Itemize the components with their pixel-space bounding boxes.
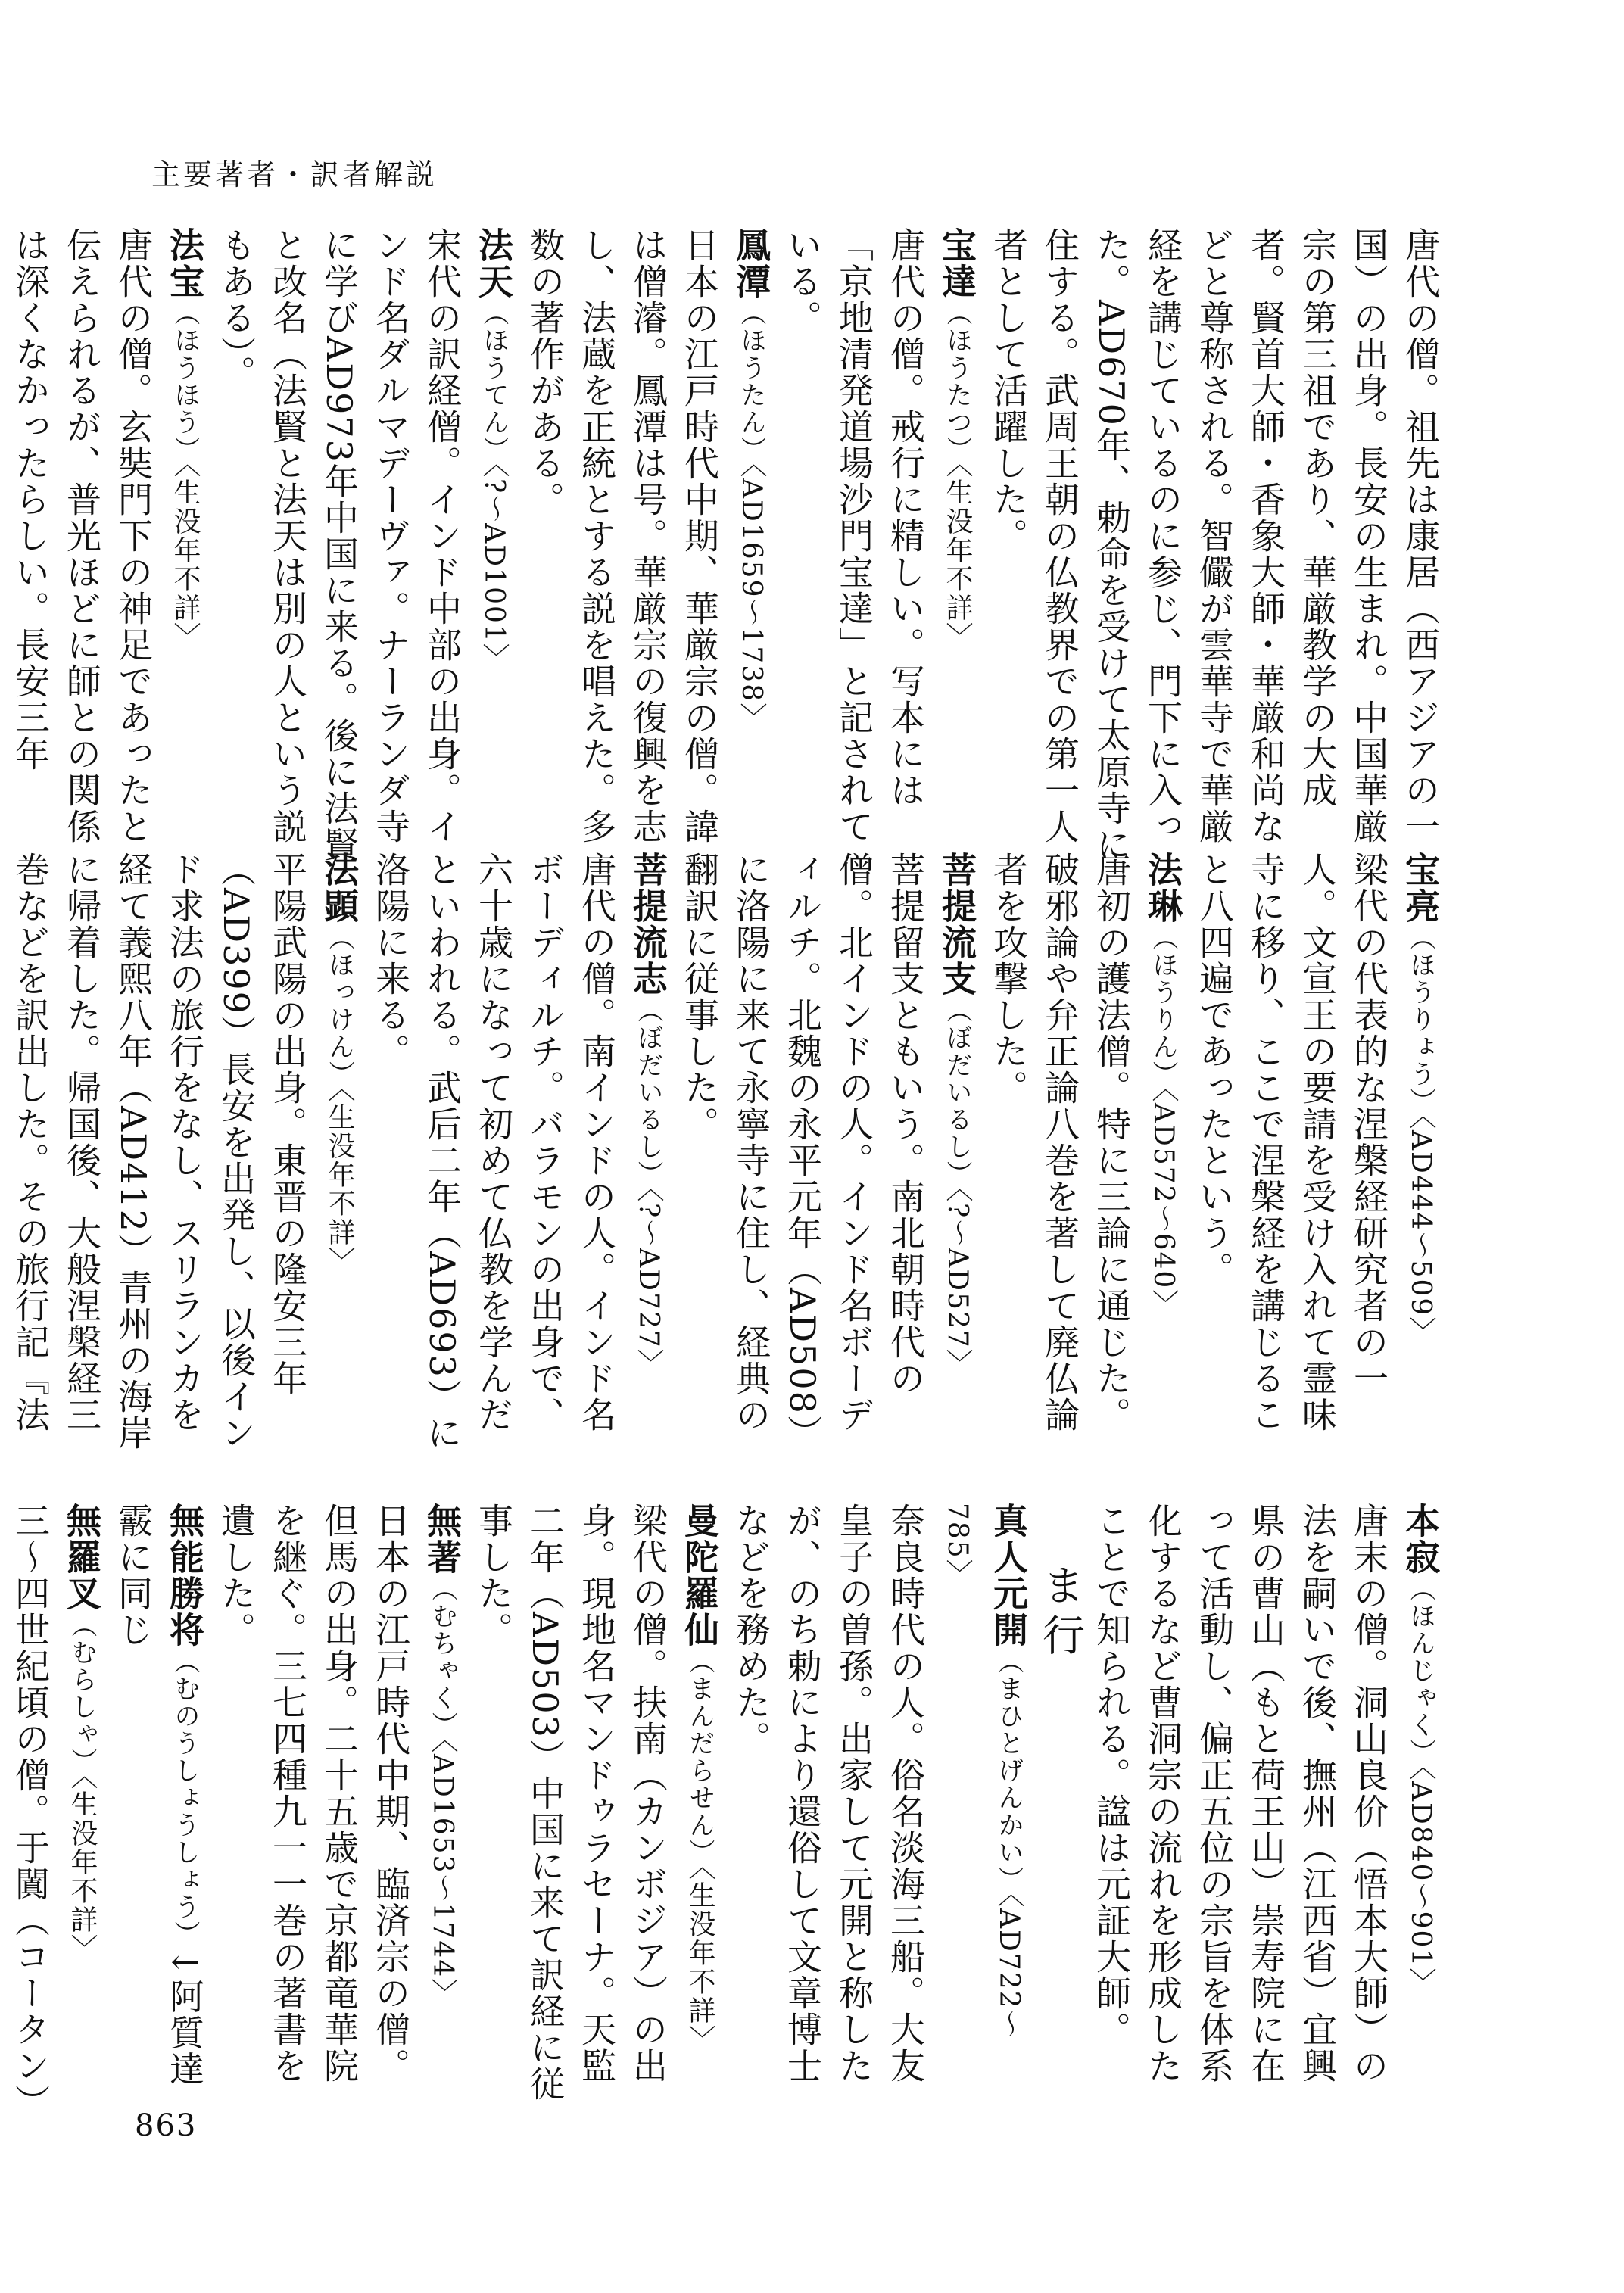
entry-munoushoushou: [108, 1503, 210, 2108]
entry-headword: 曼陀羅仙: [679, 1503, 720, 1648]
entry-dates: 〈生没年不詳〉: [67, 1775, 98, 1963]
entry-body: 三〜四世紀頃の僧。于闐（コータン）: [10, 1503, 51, 2103]
entry-reading: （ぼだいるし）: [942, 997, 972, 1188]
entry-reading: （むのうしょうしょう）: [170, 1648, 200, 1948]
entry-dates: 〈?〜AD727〉: [633, 1188, 664, 1378]
entry-reading: （まひとげんかい）: [993, 1648, 1024, 1893]
entry-reading: （ほうりょう）: [1405, 924, 1435, 1115]
entry-reading: （ほうりん）: [1148, 924, 1178, 1088]
entry-headword: 本寂: [1400, 1503, 1441, 1575]
entry-dates: 〈生没年不詳〉: [170, 463, 201, 651]
entry-houten: [468, 227, 519, 871]
entry-headword: 法宝: [164, 227, 205, 300]
entry-body: 唐末の僧。洞山良价（悟本大師）の法を嗣いで後、撫州（江西省）宜興県の曹山（もと荷王山）崇寿院に在って活動し、偏正五位の宗旨を体系化するなど曹洞宗の流れを形成したことで知られる。諡は元証大師。: [1091, 1503, 1389, 2084]
entry-body: 唐代の僧。玄奘門下の神足であったと伝えられるが、普光ほどに師との関係は深くなかったらしい。長安三年: [10, 227, 154, 845]
entry-body: 日本の江戸時代中期、臨済宗の僧。但馬の出身。二十五歳で京都竜華院を継ぐ。三七四種九一一巻の著書を遺した。: [216, 1503, 411, 2084]
entry-dates: 〈生没年不詳〉: [684, 1866, 715, 2054]
entry-dates: 〈?〜AD1001〉: [478, 463, 510, 672]
entry-houryou: [1395, 852, 1446, 1465]
entry-mandarasen: [674, 1503, 725, 2108]
entry-reading: （ぼだいるし）: [633, 997, 663, 1188]
entry-headword: 宝達: [937, 227, 977, 300]
entry-headword: 真人元開: [988, 1503, 1029, 1648]
entry-honjaku: [1395, 1503, 1446, 2108]
entry-reading: （まんだらせん）: [684, 1648, 715, 1866]
entry-body: 奈良時代の人。俗名淡海三船。大友皇子の曽孫。出家して元開と称したが、のち勅により還俗して文章博士などを務めた。: [731, 1503, 926, 2084]
entry-reading: （ほうたつ）: [942, 300, 972, 463]
entry-murasha: [56, 1503, 108, 2108]
entry-headword: 菩提流志: [628, 852, 669, 997]
entry-headword: 無羅叉: [61, 1503, 102, 1612]
entry-reading: （むちゃく）: [427, 1575, 457, 1739]
entry-body: 唐初の護法僧。特に三論に通じた。破邪論や弁正論八巻を著して廃仏論者を攻撃した。: [988, 852, 1132, 1433]
entry-reading: （むらしゃ）: [67, 1612, 97, 1775]
entry-headword: 菩提流支: [937, 852, 977, 997]
entry-dates: 〈AD840〜901〉: [1405, 1766, 1436, 1997]
entry-reading: （ほっけん）: [324, 924, 354, 1088]
entry-houhou: [159, 227, 210, 871]
entry-dates: 〈?〜AD527〉: [942, 1188, 973, 1378]
entry-headword: 無能勝将: [164, 1503, 205, 1648]
entry-reading: （ほうてん）: [478, 300, 509, 463]
running-header: 主要著者・訳者解説: [151, 158, 438, 192]
section-heading-ma: ま行: [1036, 1563, 1085, 1663]
entry-body: 唐代の僧。南インドの人。インド名ボーディルチ。バラモンの出身で、六十歳になって初めて仏教を学んだといわれる。武后二年（AD693）に洛陽に来る。: [370, 852, 617, 1451]
entry-headword: 法天: [473, 227, 514, 300]
entry-body: 宋代の訳経僧。インド中部の出身。インド名ダルマデーヴァ。ナーランダ寺に学びAD973年中国に来る。後に法賢と改名（法賢と法天は別の人という説もある）。: [216, 227, 463, 863]
entry-body: 菩提留支ともいう。南北朝時代の僧。北インドの人。インド名ボーディルチ。北魏の永平元年（AD508）に洛陽に来て永寧寺に住し、経典の翻訳に従事した。: [679, 852, 926, 1451]
entry-bodairushi-2: [622, 852, 674, 1465]
entry-dates: 〈生没年不詳〉: [324, 1088, 355, 1276]
entry-dates: 〈生没年不詳〉: [942, 463, 973, 651]
entry-hokken: [313, 852, 365, 1465]
text-tier-bottom: [10, 1503, 1446, 2108]
entry-body: 平陽武陽の出身。東晋の隆安三年（AD399）長安を出発し、以後インド求法の旅行をなし、スリランカを経て義熙八年（AD412）青州の海岸に帰着した。帰国後、大般涅槃経三巻などを訳出した。その旅行記『法: [10, 852, 308, 1451]
entry-dates: 〈AD1659〜1738〉: [736, 463, 767, 732]
entry-headword: 法顕: [319, 852, 360, 924]
entry-houtatsu: [931, 227, 983, 871]
entry-body: 日本の江戸時代中期、華厳宗の僧。諱は僧濬。鳳潭は号。華厳宗の復興を志し、法蔵を正統とする説を唱えた。多数の著作がある。: [525, 227, 720, 845]
entry-body: 梁代の代表的な涅槃経研究者の一人。文宣王の要請を受け入れて霊味寺に移り、ここで涅槃経を講じること八四遍であったという。: [1194, 852, 1389, 1433]
entry-dates: 〈AD1653〜1744〉: [427, 1739, 458, 2008]
entry-bodairushi-1: [931, 852, 983, 1465]
entry-cross-reference[interactable]: ↓阿質達霰に同じ: [113, 1503, 205, 2088]
entry-reading: （ほうたん）: [736, 300, 766, 463]
text-tier-middle: [10, 852, 1446, 1465]
entry-headword: 鳳潭: [731, 227, 771, 300]
entry-body: 梁代の僧。扶南（カンボジア）の出身。現地名マンドゥラセーナ。天監二年（AD503）中国に来て訳経に従事した。: [473, 1503, 669, 2102]
entry-hourin: [1137, 852, 1189, 1465]
entry-dates: 〈AD722〜785〉: [942, 1503, 1024, 2039]
entry-headword: 法琳: [1142, 852, 1183, 924]
entry-headword: 無著: [422, 1503, 463, 1575]
entry-dates: 〈AD572〜640〉: [1148, 1088, 1179, 1319]
entry-dates: 〈AD444〜509〉: [1405, 1115, 1436, 1346]
entry-houtan: [725, 227, 777, 871]
entry-reading: （ほうほう）: [170, 300, 200, 463]
entry-mujaku: [416, 1503, 468, 2108]
entry-headword: 宝亮: [1400, 852, 1441, 924]
text-tier-top: [10, 227, 1446, 871]
entry-reading: （ほんじゃく）: [1405, 1575, 1435, 1766]
entry-continuation: 唐代の僧。祖先は康居（西アジアの一国）の出身。長安の生まれ。中国華厳宗の第三祖であり、華厳教学の大成者。賢首大師・香象大師・華厳和尚などと尊称される。智儼が雲華寺で華厳経を講じているのに参じ、門下に入った。AD670年、勅命を受けて太原寺に住する。武周王朝の仏教界での第一人者として活躍した。: [988, 227, 1441, 863]
entry-body: 唐代の僧。戒行に精しい。写本には「京地清発道場沙門宝達」と記されている。: [782, 227, 926, 845]
page-number: 863: [135, 2108, 198, 2143]
entry-mahito-genkai: [931, 1503, 1034, 2108]
